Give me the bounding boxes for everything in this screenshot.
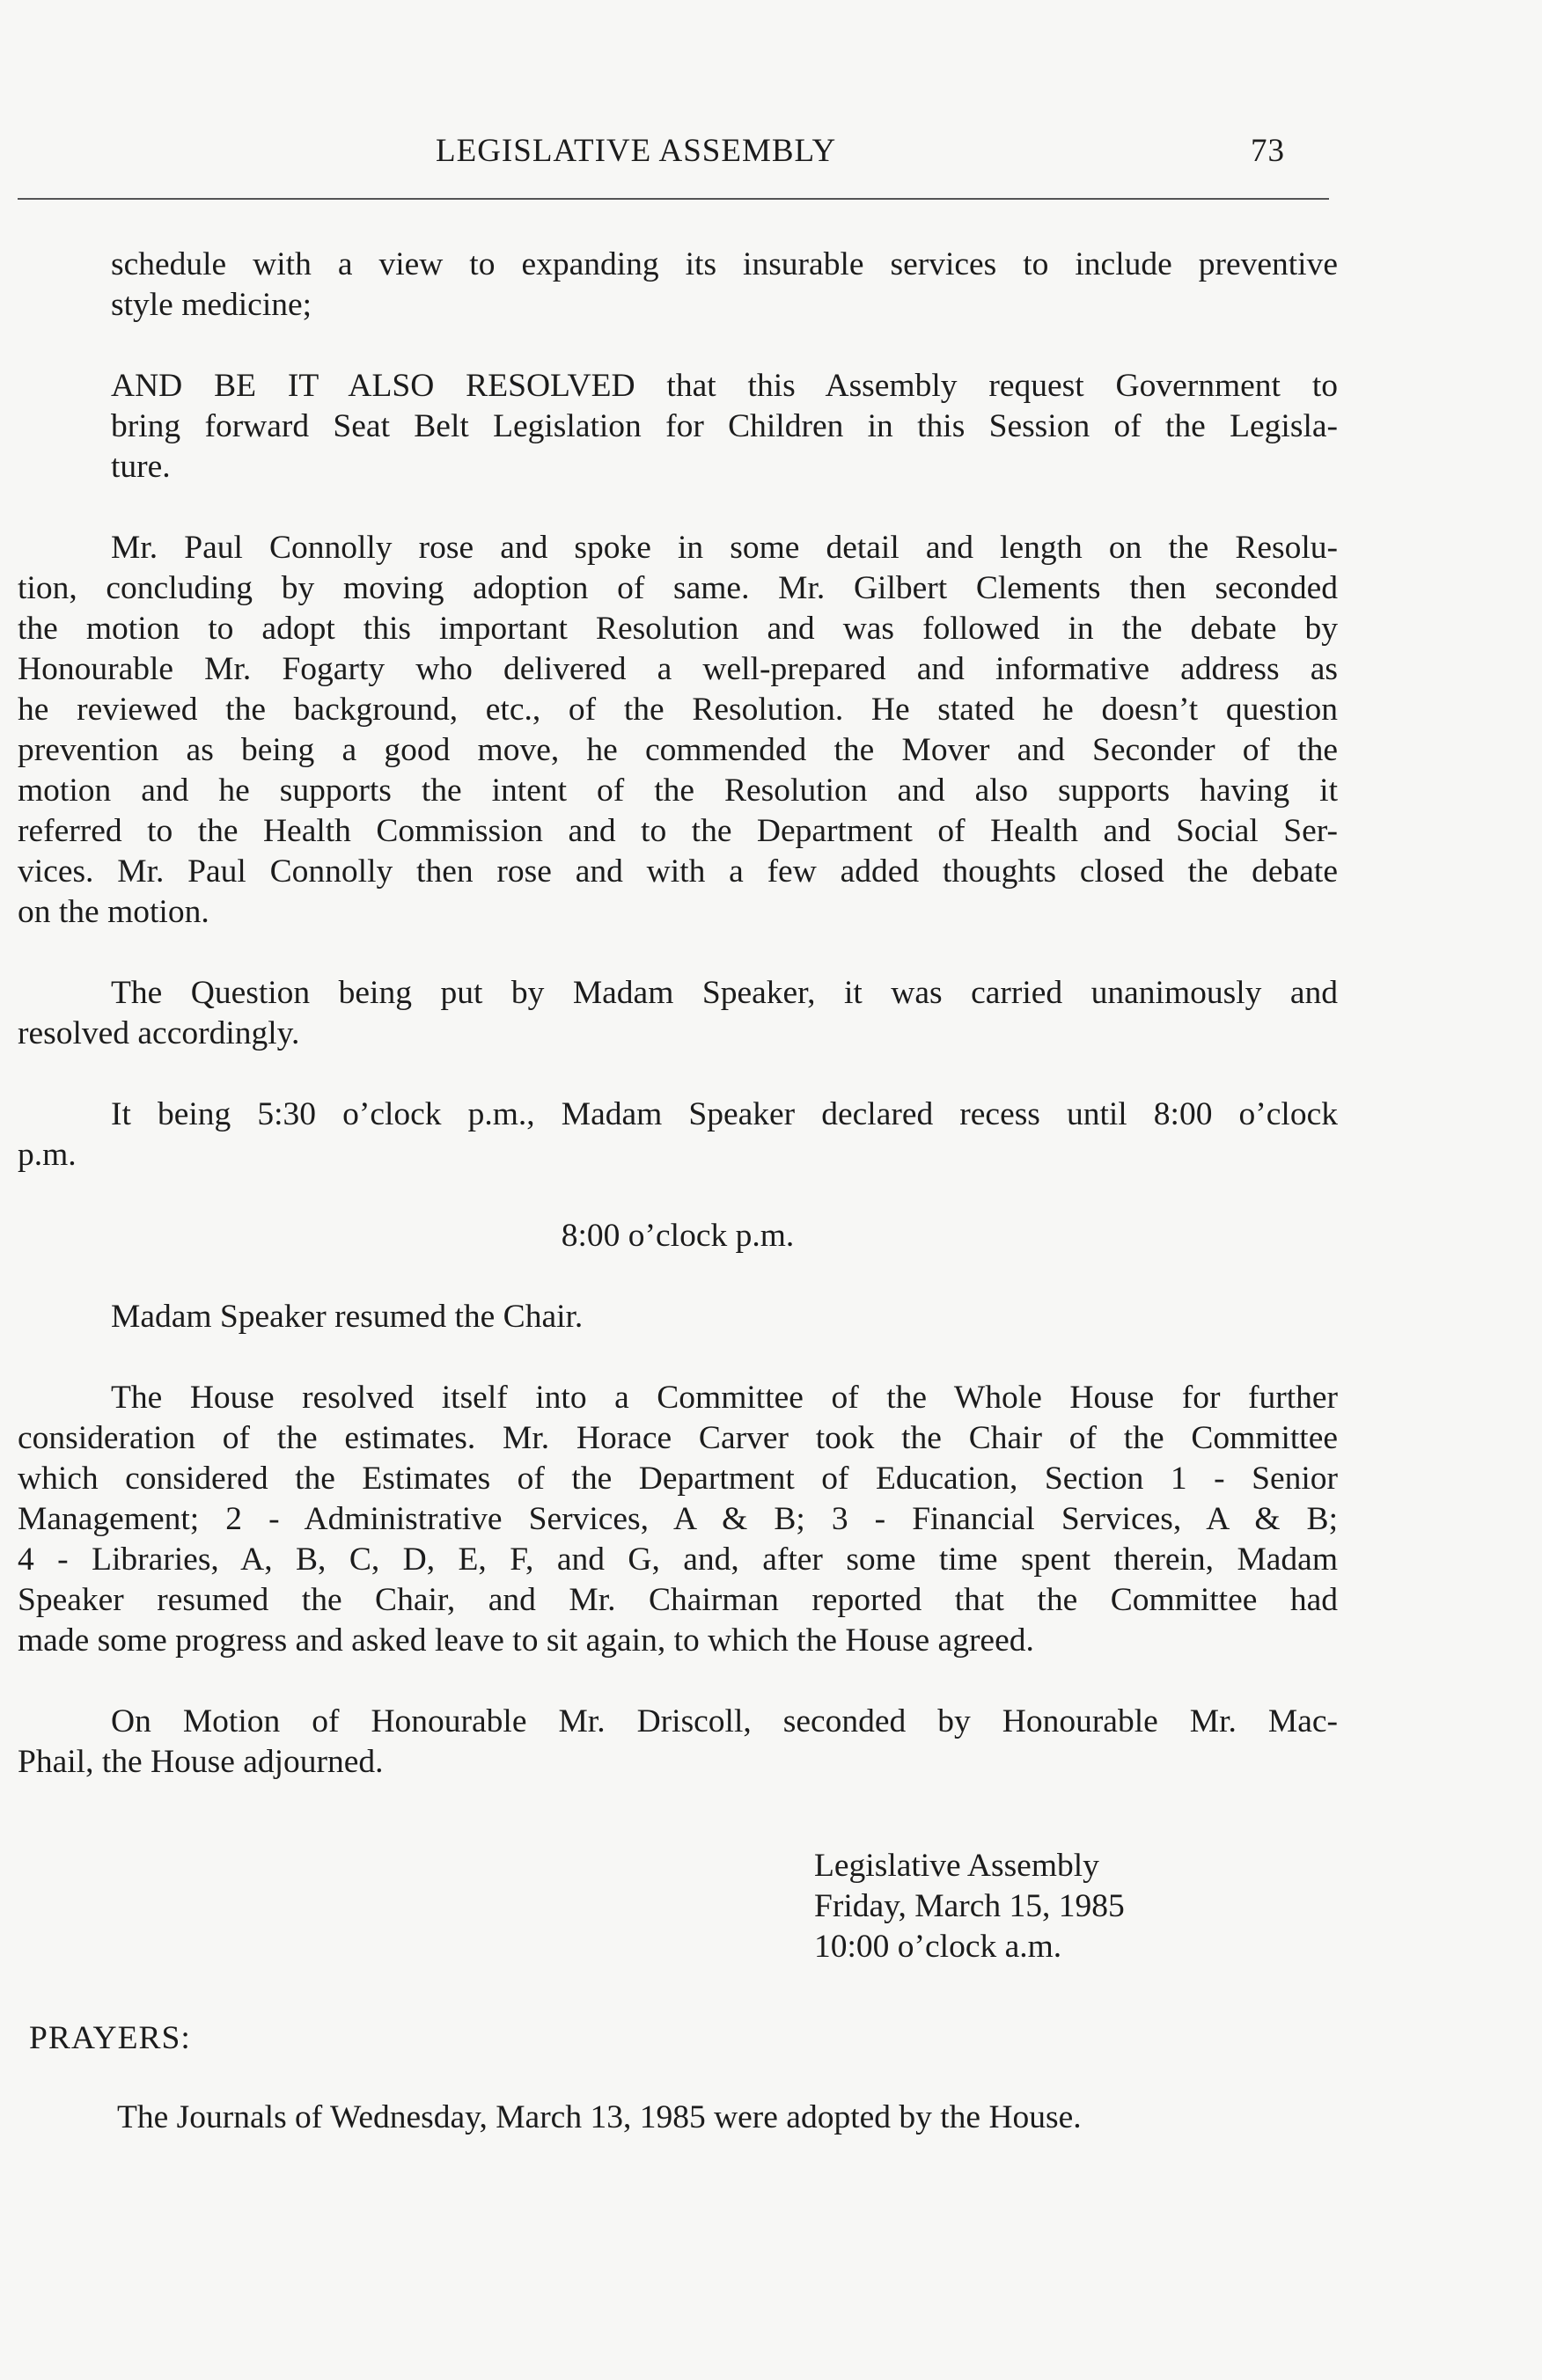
journal-body bbox=[18, 245, 1338, 1783]
paragraph-gap bbox=[18, 1054, 1338, 1095]
text-line: referred to the Health Commission and to the Department of Health and Social Ser- bbox=[18, 813, 1338, 849]
text-line: vices. Mr. Paul Connolly then rose and with a few added thoughts closed the debate bbox=[18, 853, 1338, 890]
text-line: p.m. bbox=[18, 1137, 77, 1173]
paragraph bbox=[18, 528, 1338, 933]
paragraph-gap bbox=[18, 1337, 1338, 1378]
paragraph bbox=[18, 973, 1338, 1054]
text-line: ture. bbox=[111, 449, 171, 485]
sitting-heading bbox=[814, 1846, 1125, 1967]
paragraph-gap bbox=[18, 326, 1338, 366]
text-line: the motion to adopt this important Resolution and was followed in the debate by bbox=[18, 611, 1338, 647]
text-line: motion and he supports the intent of the Resolution and also supports having it bbox=[18, 773, 1338, 809]
sitting-time: 10:00 o’clock a.m. bbox=[814, 1929, 1062, 1965]
text-line: schedule with a view to expanding its insurable services to include preventive bbox=[111, 246, 1338, 282]
paragraph bbox=[18, 245, 1338, 326]
text-line: resolved accordingly. bbox=[18, 1015, 300, 1051]
sitting-date: Friday, March 15, 1985 bbox=[814, 1888, 1125, 1924]
paragraph bbox=[18, 1216, 1338, 1256]
running-header bbox=[18, 132, 1285, 174]
text-line: AND BE IT ALSO RESOLVED that this Assembly request Government to bbox=[111, 368, 1338, 404]
paragraph-gap bbox=[18, 1256, 1338, 1297]
text-line: he reviewed the background, etc., of the Resolution. He stated he doesn’t question bbox=[18, 692, 1338, 728]
text-line: It being 5:30 o’clock p.m., Madam Speaker declared recess until 8:00 o’clock bbox=[111, 1096, 1338, 1132]
paragraph bbox=[18, 1378, 1338, 1661]
header-rule bbox=[18, 198, 1329, 200]
paragraph-gap bbox=[18, 933, 1338, 973]
text-line: made some progress and asked leave to sit again, to which the House agreed. bbox=[18, 1622, 1034, 1659]
prayers-label: PRAYERS: bbox=[29, 2020, 191, 2056]
text-line: on the motion. bbox=[18, 894, 209, 930]
paragraph-gap bbox=[18, 1175, 1338, 1216]
paragraph bbox=[18, 1297, 1338, 1337]
text-line: 4 - Libraries, A, B, C, D, E, F, and G, and, after some time spent therein, Madam bbox=[18, 1542, 1338, 1578]
paragraph bbox=[18, 1095, 1338, 1175]
text-line: Madam Speaker resumed the Chair. bbox=[111, 1299, 584, 1335]
paragraph bbox=[18, 366, 1338, 487]
paragraph-gap bbox=[18, 487, 1338, 528]
text-line: which considered the Estimates of the Department of Education, Section 1 - Senior bbox=[18, 1461, 1338, 1497]
text-line: style medicine; bbox=[111, 287, 312, 323]
text-line: On Motion of Honourable Mr. Driscoll, seconded by Honourable Mr. Mac- bbox=[111, 1703, 1338, 1739]
paragraph-gap bbox=[18, 1661, 1338, 1702]
text-line: Honourable Mr. Fogarty who delivered a well-prepared and informative address as bbox=[18, 651, 1338, 687]
text-line: prevention as being a good move, he commended the Mover and Seconder of the bbox=[18, 732, 1338, 768]
header-title: LEGISLATIVE ASSEMBLY bbox=[436, 133, 837, 169]
paragraph bbox=[18, 1702, 1338, 1783]
journals-adopted: The Journals of Wednesday, March 13, 1985 were adopted by the House. bbox=[117, 2099, 1082, 2135]
page-number: 73 bbox=[1251, 133, 1285, 169]
text-line: Speaker resumed the Chair, and Mr. Chairman reported that the Committee had bbox=[18, 1582, 1338, 1618]
text-line: 8:00 o’clock p.m. bbox=[561, 1218, 795, 1254]
sitting-body: Legislative Assembly bbox=[814, 1848, 1099, 1884]
text-line: consideration of the estimates. Mr. Horace Carver took the Chair of the Committee bbox=[18, 1420, 1338, 1456]
text-line: bring forward Seat Belt Legislation for Children in this Session of the Legisla- bbox=[111, 408, 1338, 444]
text-line: Management; 2 - Administrative Services, A & B; 3 - Financial Services, A & B; bbox=[18, 1501, 1338, 1537]
text-line: Phail, the House adjourned. bbox=[18, 1744, 384, 1780]
text-line: tion, concluding by moving adoption of same. Mr. Gilbert Clements then seconded bbox=[18, 570, 1338, 606]
text-line: The House resolved itself into a Committee of the Whole House for further bbox=[111, 1380, 1338, 1416]
text-line: The Question being put by Madam Speaker, it was carried unanimously and bbox=[111, 975, 1338, 1011]
text-line: Mr. Paul Connolly rose and spoke in some detail and length on the Resolu- bbox=[111, 530, 1338, 566]
